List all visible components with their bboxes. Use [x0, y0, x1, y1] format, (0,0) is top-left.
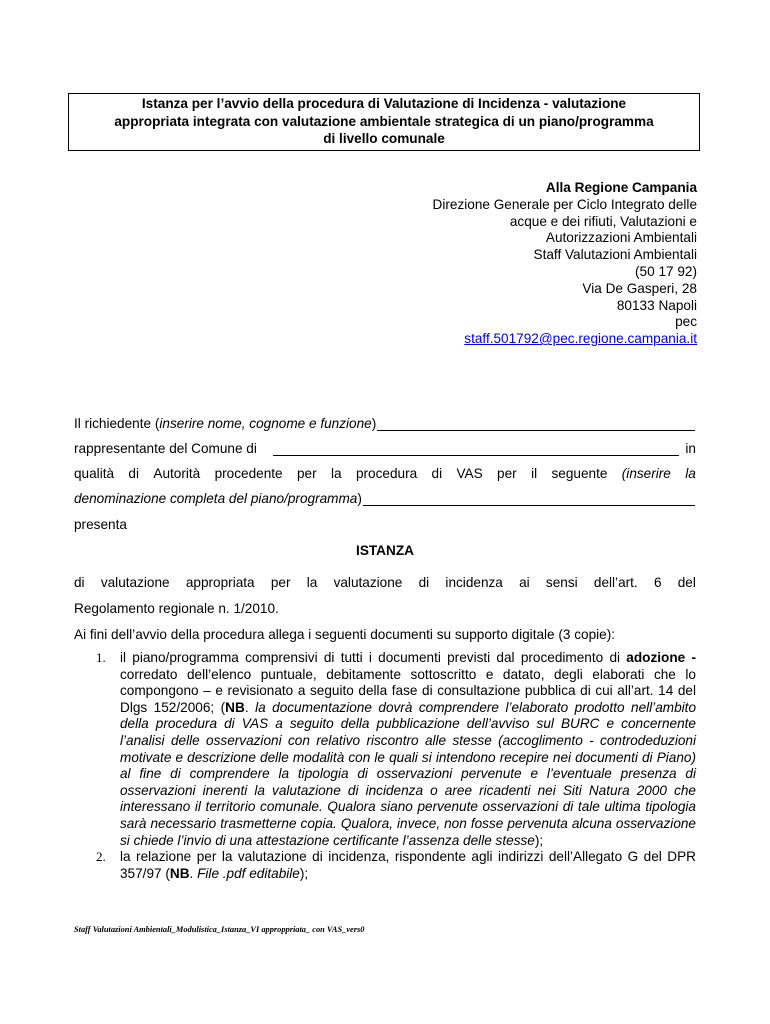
recipient-line: acque e dei rifiuti, Valutazioni e: [509, 213, 697, 229]
word: il: [531, 466, 538, 481]
qualita-row: [74, 466, 696, 481]
list-number: 1.: [96, 650, 106, 665]
word: la: [685, 466, 696, 481]
word: per: [296, 466, 317, 481]
item-text: il piano/programma comprensivi di tutti i documenti previsti dal procedimento di: [120, 650, 627, 665]
word: seguente: [551, 466, 608, 481]
word: qualità: [74, 466, 115, 481]
documents-list: [96, 650, 696, 882]
piano-row: [74, 491, 696, 506]
item-text: .: [244, 699, 256, 715]
list-item: [96, 650, 696, 849]
recipient-address: [433, 180, 697, 348]
word: valutazione: [333, 575, 403, 590]
word: valutazione: [100, 575, 170, 590]
allega-text: Ai fini dell’avvio della procedura allega i seguenti documenti su supporto digitale (3 copie):: [74, 627, 616, 642]
recipient-line: Staff Valutazioni Ambientali: [533, 247, 697, 263]
comune-row: [74, 441, 696, 456]
piano-hint: denominazione completa del piano/programma: [74, 491, 358, 506]
nb-label: NB: [169, 865, 190, 881]
recipient-heading: Alla Regione Campania: [545, 180, 697, 195]
word: di: [128, 466, 140, 481]
richiedente-close: ): [371, 416, 377, 431]
piano-field[interactable]: [363, 492, 695, 506]
word: di: [418, 575, 430, 590]
word: sensi: [545, 575, 578, 590]
word: ai: [519, 575, 530, 590]
word: di: [74, 575, 85, 590]
pec-email-link[interactable]: staff.501792@pec.regione.campania.it: [464, 331, 697, 347]
presenta-text: presenta: [74, 517, 127, 532]
richiedente-hint: inserire nome, cognome e funzione: [159, 416, 372, 431]
word: procedente: [214, 466, 283, 481]
item-text: .: [189, 865, 198, 881]
word: Autorità: [153, 466, 201, 481]
word: appropriata: [185, 575, 255, 590]
item-text: );: [534, 832, 544, 848]
recipient-line: Via De Gasperi, 28: [582, 280, 697, 296]
word: (inserire: [621, 466, 671, 481]
word: di: [431, 466, 443, 481]
word: del: [677, 575, 696, 590]
piano-close: ): [357, 491, 362, 506]
recipient-line: Autorizzazioni Ambientali: [545, 230, 697, 246]
word: 6: [653, 575, 662, 590]
word: la: [306, 575, 318, 590]
richiedente-row: [74, 416, 696, 431]
list-item: [96, 849, 696, 882]
comune-label: rappresentante del Comune di: [74, 441, 257, 456]
nb-label: NB: [225, 699, 245, 715]
item-bold: adozione -: [626, 650, 696, 665]
word: per: [497, 466, 517, 481]
item-text: );: [299, 865, 309, 881]
word: per: [270, 575, 291, 590]
word: dell’art.: [593, 575, 638, 590]
title-line-3: di livello comunale: [323, 131, 445, 146]
list-number: 2.: [96, 849, 106, 865]
recipient-line: 80133 Napoli: [616, 297, 697, 313]
comune-suffix: in: [685, 441, 696, 456]
body-line-1: [74, 575, 696, 590]
istanza-heading: ISTANZA: [356, 543, 414, 558]
document-title: [68, 93, 700, 151]
recipient-line: Direzione Generale per Ciclo Integrato delle: [432, 196, 697, 212]
item-text: la relazione per la valutazione di incidenza, rispondente agli indirizzi dell’Allegato G del DPR 357/97 (: [120, 849, 696, 881]
word: la: [331, 466, 342, 481]
item-note: la documentazione dovrà comprendere l’elaborato prodotto nell’ambito della procedura di VAS a seguito della pubblicazione dell’avviso sul BURC e concernente l’analisi delle osservazioni con relativo riscontro alle stesse (accoglimento - controdeduzioni motivate e descrizione delle modalità con le quali si intendono recepire nei documenti di Piano) al fine di comprendere la tipologia di osservazioni pervenute e l’eventuale presenza di osservazioni inerenti la valutazione di incidenza o aree ricadenti nei Siti Natura 2000 che interessano il territorio comunale. Qualora siano pervenute osservazioni di tale ultima tipologia sarà necessario trasmetterne copia. Qualora, invece, non fosse pervenuta alcuna osservazione si chiede l’invio di una attestazione certificante l’assenza delle stesse: [120, 699, 697, 848]
richiedente-field[interactable]: [377, 417, 695, 431]
body-line-2: Regolamento regionale n. 1/2010.: [74, 601, 279, 616]
item-text: corredato dell’elenco puntuale, debitamente sottoscritto e datato, degli elaborati che lo compongono – e revisionato a seguito della fase di consultazione pubblica di cui all’art. 14 del Dlgs 152/2006; (: [120, 666, 696, 715]
recipient-line: (50 17 92): [635, 263, 697, 279]
word: incidenza: [445, 575, 503, 590]
word: procedura: [355, 466, 418, 481]
recipient-line: pec: [675, 314, 697, 330]
word: VAS: [456, 466, 483, 481]
richiedente-label: Il richiedente (: [74, 416, 160, 431]
comune-field[interactable]: [273, 442, 680, 456]
item-note: File .pdf editabile: [197, 865, 300, 881]
title-line-1: Istanza per l’avvio della procedura di Valutazione di Incidenza - valutazione: [141, 96, 627, 111]
footer-filename: Staff Valutazioni Ambientali_Modulistica_Istanza_VI approppriata_ con VAS_vers0: [74, 925, 365, 934]
title-line-2: appropriata integrata con valutazione ambientale strategica di un piano/programma: [114, 113, 654, 129]
